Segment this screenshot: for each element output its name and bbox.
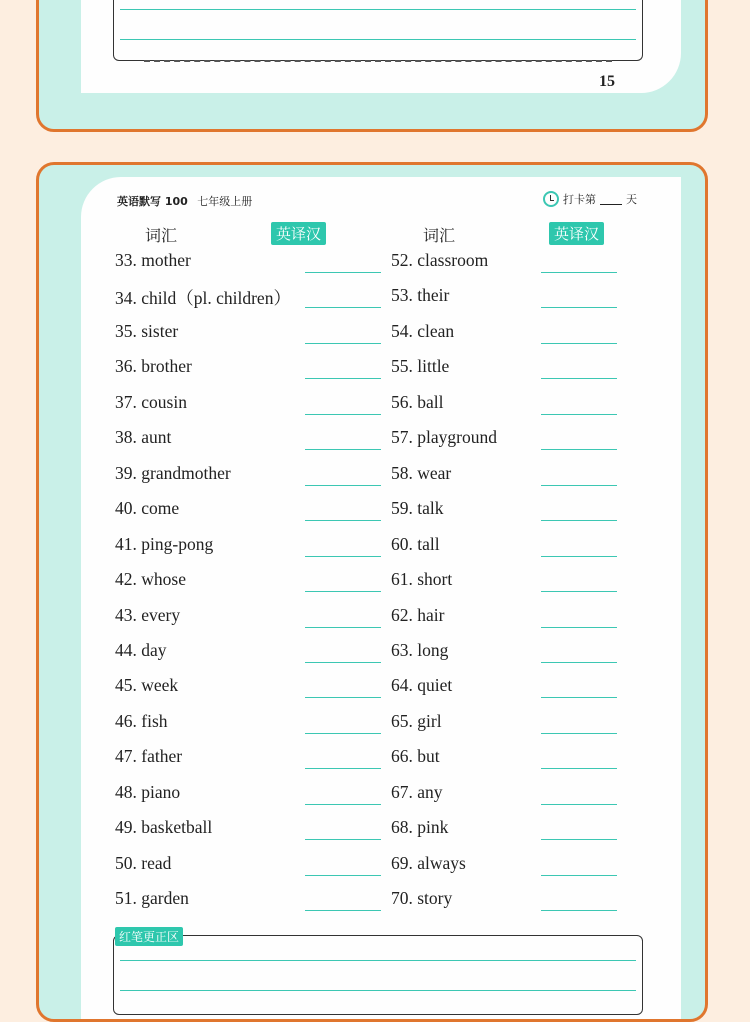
vocabulary-word: 70. story	[391, 888, 453, 909]
answer-line[interactable]	[541, 272, 617, 273]
answer-line[interactable]	[541, 875, 617, 876]
answer-line[interactable]	[305, 804, 381, 805]
worksheet-card	[36, 162, 708, 1022]
clock-icon	[543, 191, 559, 207]
previous-page-card	[36, 0, 708, 132]
answer-line[interactable]	[305, 343, 381, 344]
checkin-suffix: 天	[626, 193, 637, 206]
vocabulary-word: 65. girl	[391, 710, 442, 731]
vocabulary-word: 55. little	[391, 356, 450, 377]
answer-line[interactable]	[541, 343, 617, 344]
vocabulary-word: 52. classroom	[391, 250, 489, 270]
answer-line[interactable]	[305, 697, 381, 698]
vocabulary-word: 39. grandmother	[115, 462, 231, 483]
writing-line[interactable]	[120, 9, 636, 10]
vocabulary-word: 41. ping-pong	[115, 533, 214, 554]
answer-line[interactable]	[305, 307, 381, 308]
answer-line[interactable]	[305, 485, 381, 486]
right-column-heading: 词汇	[423, 226, 456, 245]
answer-line[interactable]	[305, 556, 381, 557]
answer-line[interactable]	[305, 414, 381, 415]
grade-label: 七年级上册	[197, 195, 253, 208]
vocabulary-word: 50. read	[115, 852, 172, 873]
correction-line[interactable]	[120, 990, 636, 991]
left-column-heading: 词汇	[145, 226, 178, 245]
answer-line[interactable]	[541, 485, 617, 486]
vocabulary-word: 38. aunt	[115, 427, 172, 448]
answer-line[interactable]	[541, 839, 617, 840]
answer-line[interactable]	[305, 378, 381, 379]
answer-line[interactable]	[541, 627, 617, 628]
vocabulary-word: 59. talk	[391, 498, 444, 519]
book-title: 英语默写 100	[117, 195, 188, 208]
answer-line[interactable]	[305, 591, 381, 592]
vocabulary-word: 46. fish	[115, 710, 168, 731]
answer-line[interactable]	[541, 662, 617, 663]
book-header	[117, 193, 252, 209]
vocabulary-word: 66. but	[391, 746, 440, 767]
checkin-prefix: 打卡第	[563, 193, 596, 206]
answer-line[interactable]	[305, 627, 381, 628]
answer-line[interactable]	[541, 556, 617, 557]
vocabulary-word: 58. wear	[391, 462, 452, 483]
answer-line[interactable]	[541, 449, 617, 450]
correction-label: 红笔更正区	[115, 927, 183, 946]
vocabulary-word: 61. short	[391, 569, 453, 590]
previous-correction-box	[113, 0, 643, 61]
vocabulary-word: 48. piano	[115, 781, 181, 802]
answer-line[interactable]	[305, 272, 381, 273]
vocabulary-word: 49. basketball	[115, 817, 213, 838]
vocabulary-word: 60. tall	[391, 533, 440, 554]
answer-line[interactable]	[541, 804, 617, 805]
checkin-day-blank[interactable]	[600, 194, 622, 205]
vocabulary-word: 62. hair	[391, 604, 445, 625]
answer-line[interactable]	[541, 910, 617, 911]
answer-line[interactable]	[541, 414, 617, 415]
answer-line[interactable]	[541, 378, 617, 379]
vocabulary-word: 47. father	[115, 746, 183, 767]
answer-line[interactable]	[305, 768, 381, 769]
answer-line[interactable]	[305, 875, 381, 876]
vocabulary-word: 36. brother	[115, 356, 192, 377]
left-mode-badge: 英译汉	[271, 222, 326, 245]
vocabulary-word: 63. long	[391, 639, 449, 660]
vocabulary-word: 64. quiet	[391, 675, 453, 696]
correction-line[interactable]	[120, 960, 636, 961]
vocabulary-word: 69. always	[391, 852, 466, 873]
answer-line[interactable]	[541, 307, 617, 308]
answer-line[interactable]	[305, 910, 381, 911]
page-number: 15	[599, 73, 615, 90]
vocabulary-word: 56. ball	[391, 391, 444, 412]
vocabulary-word: 43. every	[115, 604, 181, 625]
answer-line[interactable]	[541, 520, 617, 521]
dashed-edge	[144, 60, 612, 62]
vocabulary-word: 68. pink	[391, 817, 449, 838]
vocabulary-word: 33. mother	[115, 250, 191, 270]
vocabulary-word: 40. come	[115, 498, 180, 519]
vocabulary-word: 37. cousin	[115, 391, 187, 412]
vocabulary-word: 44. day	[115, 639, 167, 660]
answer-line[interactable]	[305, 520, 381, 521]
writing-line[interactable]	[120, 39, 636, 40]
answer-line[interactable]	[541, 733, 617, 734]
checkin-area	[543, 191, 637, 207]
vocabulary-word: 67. any	[391, 781, 443, 802]
vocabulary-word: 34. child（pl. children）	[115, 288, 291, 309]
correction-box	[113, 935, 643, 1015]
answer-line[interactable]	[541, 768, 617, 769]
right-mode-badge: 英译汉	[549, 222, 604, 245]
vocabulary-word: 42. whose	[115, 569, 186, 590]
vocabulary-word: 51. garden	[115, 888, 189, 909]
vocabulary-word: 35. sister	[115, 320, 179, 341]
vocabulary-word: 53. their	[391, 285, 450, 306]
answer-line[interactable]	[305, 839, 381, 840]
vocabulary-word: 45. week	[115, 675, 179, 696]
answer-line[interactable]	[305, 449, 381, 450]
answer-line[interactable]	[305, 733, 381, 734]
vocabulary-word: 54. clean	[391, 320, 455, 341]
answer-line[interactable]	[541, 697, 617, 698]
answer-line[interactable]	[305, 662, 381, 663]
answer-line[interactable]	[541, 591, 617, 592]
vocabulary-word: 57. playground	[391, 427, 497, 448]
